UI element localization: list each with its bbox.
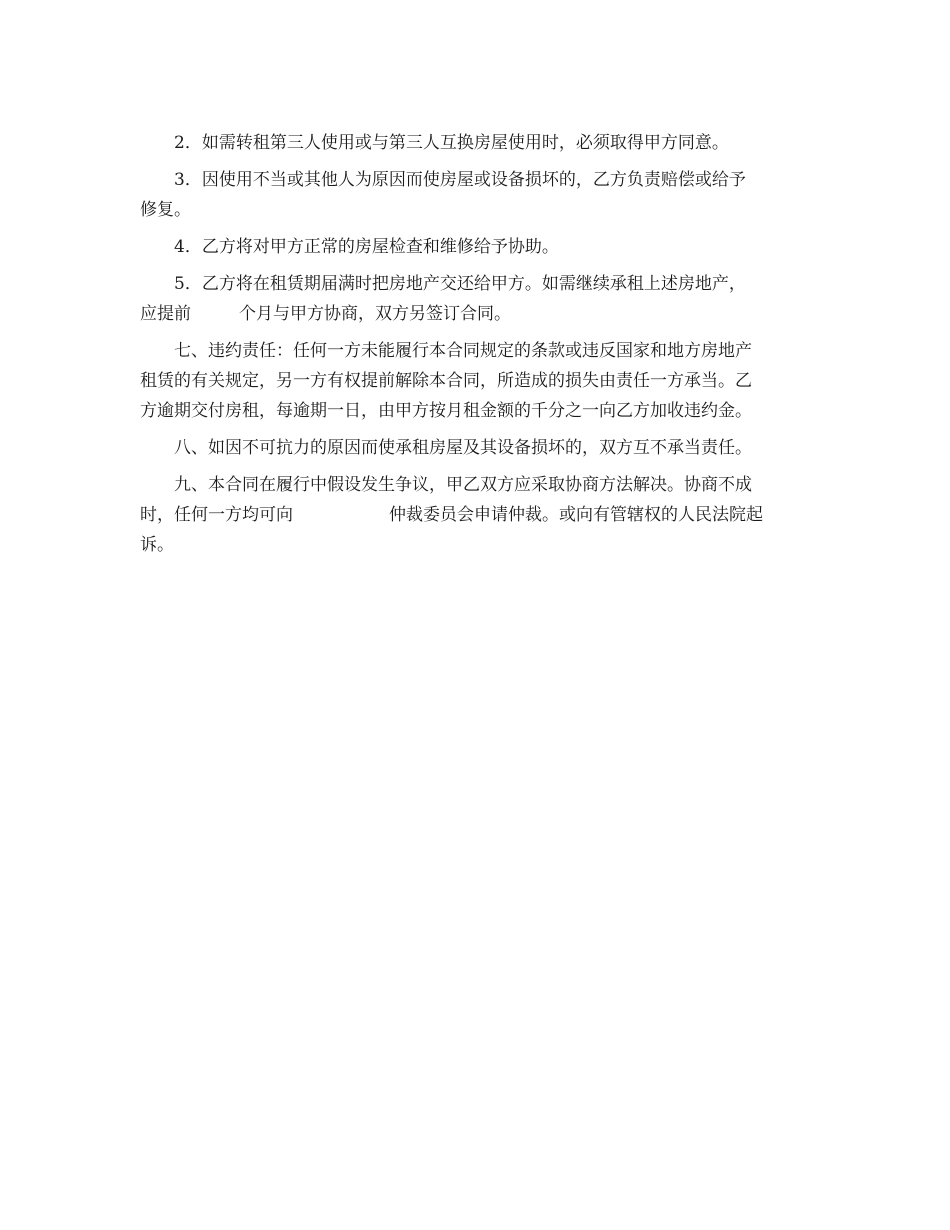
clause-8-line-1: 八、如因不可抗力的原因而使承租房屋及其设备损坏的，双方互不承当责任。 [174, 438, 752, 458]
clause-9-line-1: 九、本合同在履行中假设发生争议，甲乙双方应采取协商方法解决。协商不成 [174, 475, 752, 495]
document-body [140, 128, 812, 560]
clause-7-line-3: 方逾期交付房租，每逾期一日，由甲方按月租金额的千分之一向乙方加收违约金。 [140, 401, 752, 421]
clause-2-line-1: 2．如需转租第三人使用或与第三人互换房屋使用时，必须取得甲方同意。 [174, 133, 729, 153]
clause-5-text-b: 个月与甲方协商，双方另签订合同。 [239, 304, 511, 324]
clause-5-line-2 [140, 299, 812, 329]
clause-9-line-2 [140, 500, 812, 530]
clause-5-text-a: 应提前 [140, 304, 191, 324]
clause-9-text-a: 时，任何一方均可向 [140, 505, 293, 525]
clause-7-line-1: 七、违约责任：任何一方未能履行本合同规定的条款或违反国家和地方房地产 [174, 341, 752, 361]
clause-9-line-3: 诉。 [140, 535, 174, 555]
clause-9-text-b: 仲裁委员会申请仲裁。或向有管辖权的人民法院起 [389, 505, 763, 525]
clause-3-line-2: 修复。 [140, 200, 191, 220]
clause-4-line-1: 4．乙方将对甲方正常的房屋检查和维修给予协助。 [174, 237, 559, 257]
clause-7-line-2: 租赁的有关规定，另一方有权提前解除本合同，所造成的损失由责任一方承当。乙 [140, 371, 752, 391]
clause-3-line-1: 3．因使用不当或其他人为原因而使房屋或设备损坏的，乙方负责赔偿或给予 [174, 170, 746, 190]
clause-5-line-1: 5．乙方将在租赁期届满时把房地产交还给甲方。如需继续承租上述房地产， [174, 274, 746, 294]
